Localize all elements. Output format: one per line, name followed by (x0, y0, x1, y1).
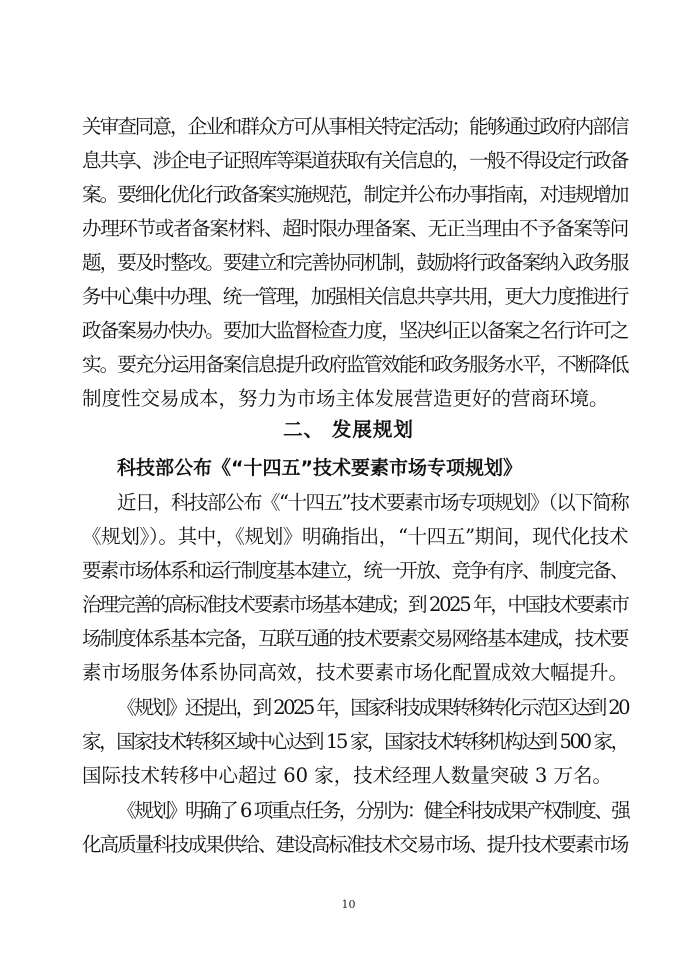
text-line: 务中心集中办理、统一管理，加强相关信息共享共用，更大力度推进行 (82, 285, 628, 308)
text-line: 案。要细化优化行政备案实施规范，制定并公布办事指南，对违规增加 (82, 183, 628, 206)
text-line: 要素市场体系和运行制度基本建立，统一开放、竞争有序、制度完备、 (82, 559, 628, 582)
page-number: 10 (341, 898, 356, 911)
text-line: 关审查同意，企业和群众方可从事相关特定活动；能够通过政府内部信 (82, 115, 628, 138)
text-line: 实。要充分运用备案信息提升政府监管效能和政务服务水平，不断降低 (82, 353, 628, 376)
text-line: 场制度体系基本完备，互联互通的技术要素交易网络基本建成，技术要 (82, 627, 628, 650)
text-line: 国际技术转移中心超过 60 家，技术经理人数量突破 3 万名。 (82, 764, 613, 787)
text-line: 《规划》明确了 6 项重点任务，分别为：健全科技成果产权制度、强 (117, 799, 629, 822)
text-line: 办理环节或者备案材料、超时限办理备案、无正当理由不予备案等问 (82, 217, 629, 240)
text-line: 素市场服务体系协同高效，技术要素市场化配置成效大幅提升。 (82, 661, 629, 684)
text-line: 政备案易办快办。要加大监督检查力度，坚决纠正以备案之名行许可之 (82, 319, 628, 342)
text-line: 题，要及时整改。要建立和完善协同机制，鼓励将行政备案纳入政务服 (82, 251, 628, 274)
text-line: 化高质量科技成果供给、建设高标准技术交易市场、提升技术要素市场 (82, 833, 628, 856)
text-line: 家，国家技术转移区域中心达到 15 家，国家技术转移机构达到 500 家， (82, 730, 628, 753)
text-line: 治理完善的高标准技术要素市场基本建成；到 2025 年，中国技术要素市 (82, 593, 628, 616)
article-title: 科技部公布《“十四五”技术要素市场专项规划》 (117, 457, 522, 479)
text-line: 制度性交易成本，努力为市场主体发展营造更好的营商环境。 (82, 387, 609, 410)
text-line: 《规划》）。其中，《规划》明确指出，“十四五”期间，现代化技术 (82, 525, 629, 548)
text-line: 息共享、涉企电子证照库等渠道获取有关信息的，一般不得设定行政备 (82, 149, 628, 172)
text-line: 《规划》还提出，到 2025 年，国家科技成果转移转化示范区达到 20 (117, 696, 629, 719)
text-line: 近日，科技部公布《“十四五”技术要素市场专项规划》（以下简称 (117, 491, 629, 514)
section-heading: 二、 发展规划 (283, 418, 414, 441)
